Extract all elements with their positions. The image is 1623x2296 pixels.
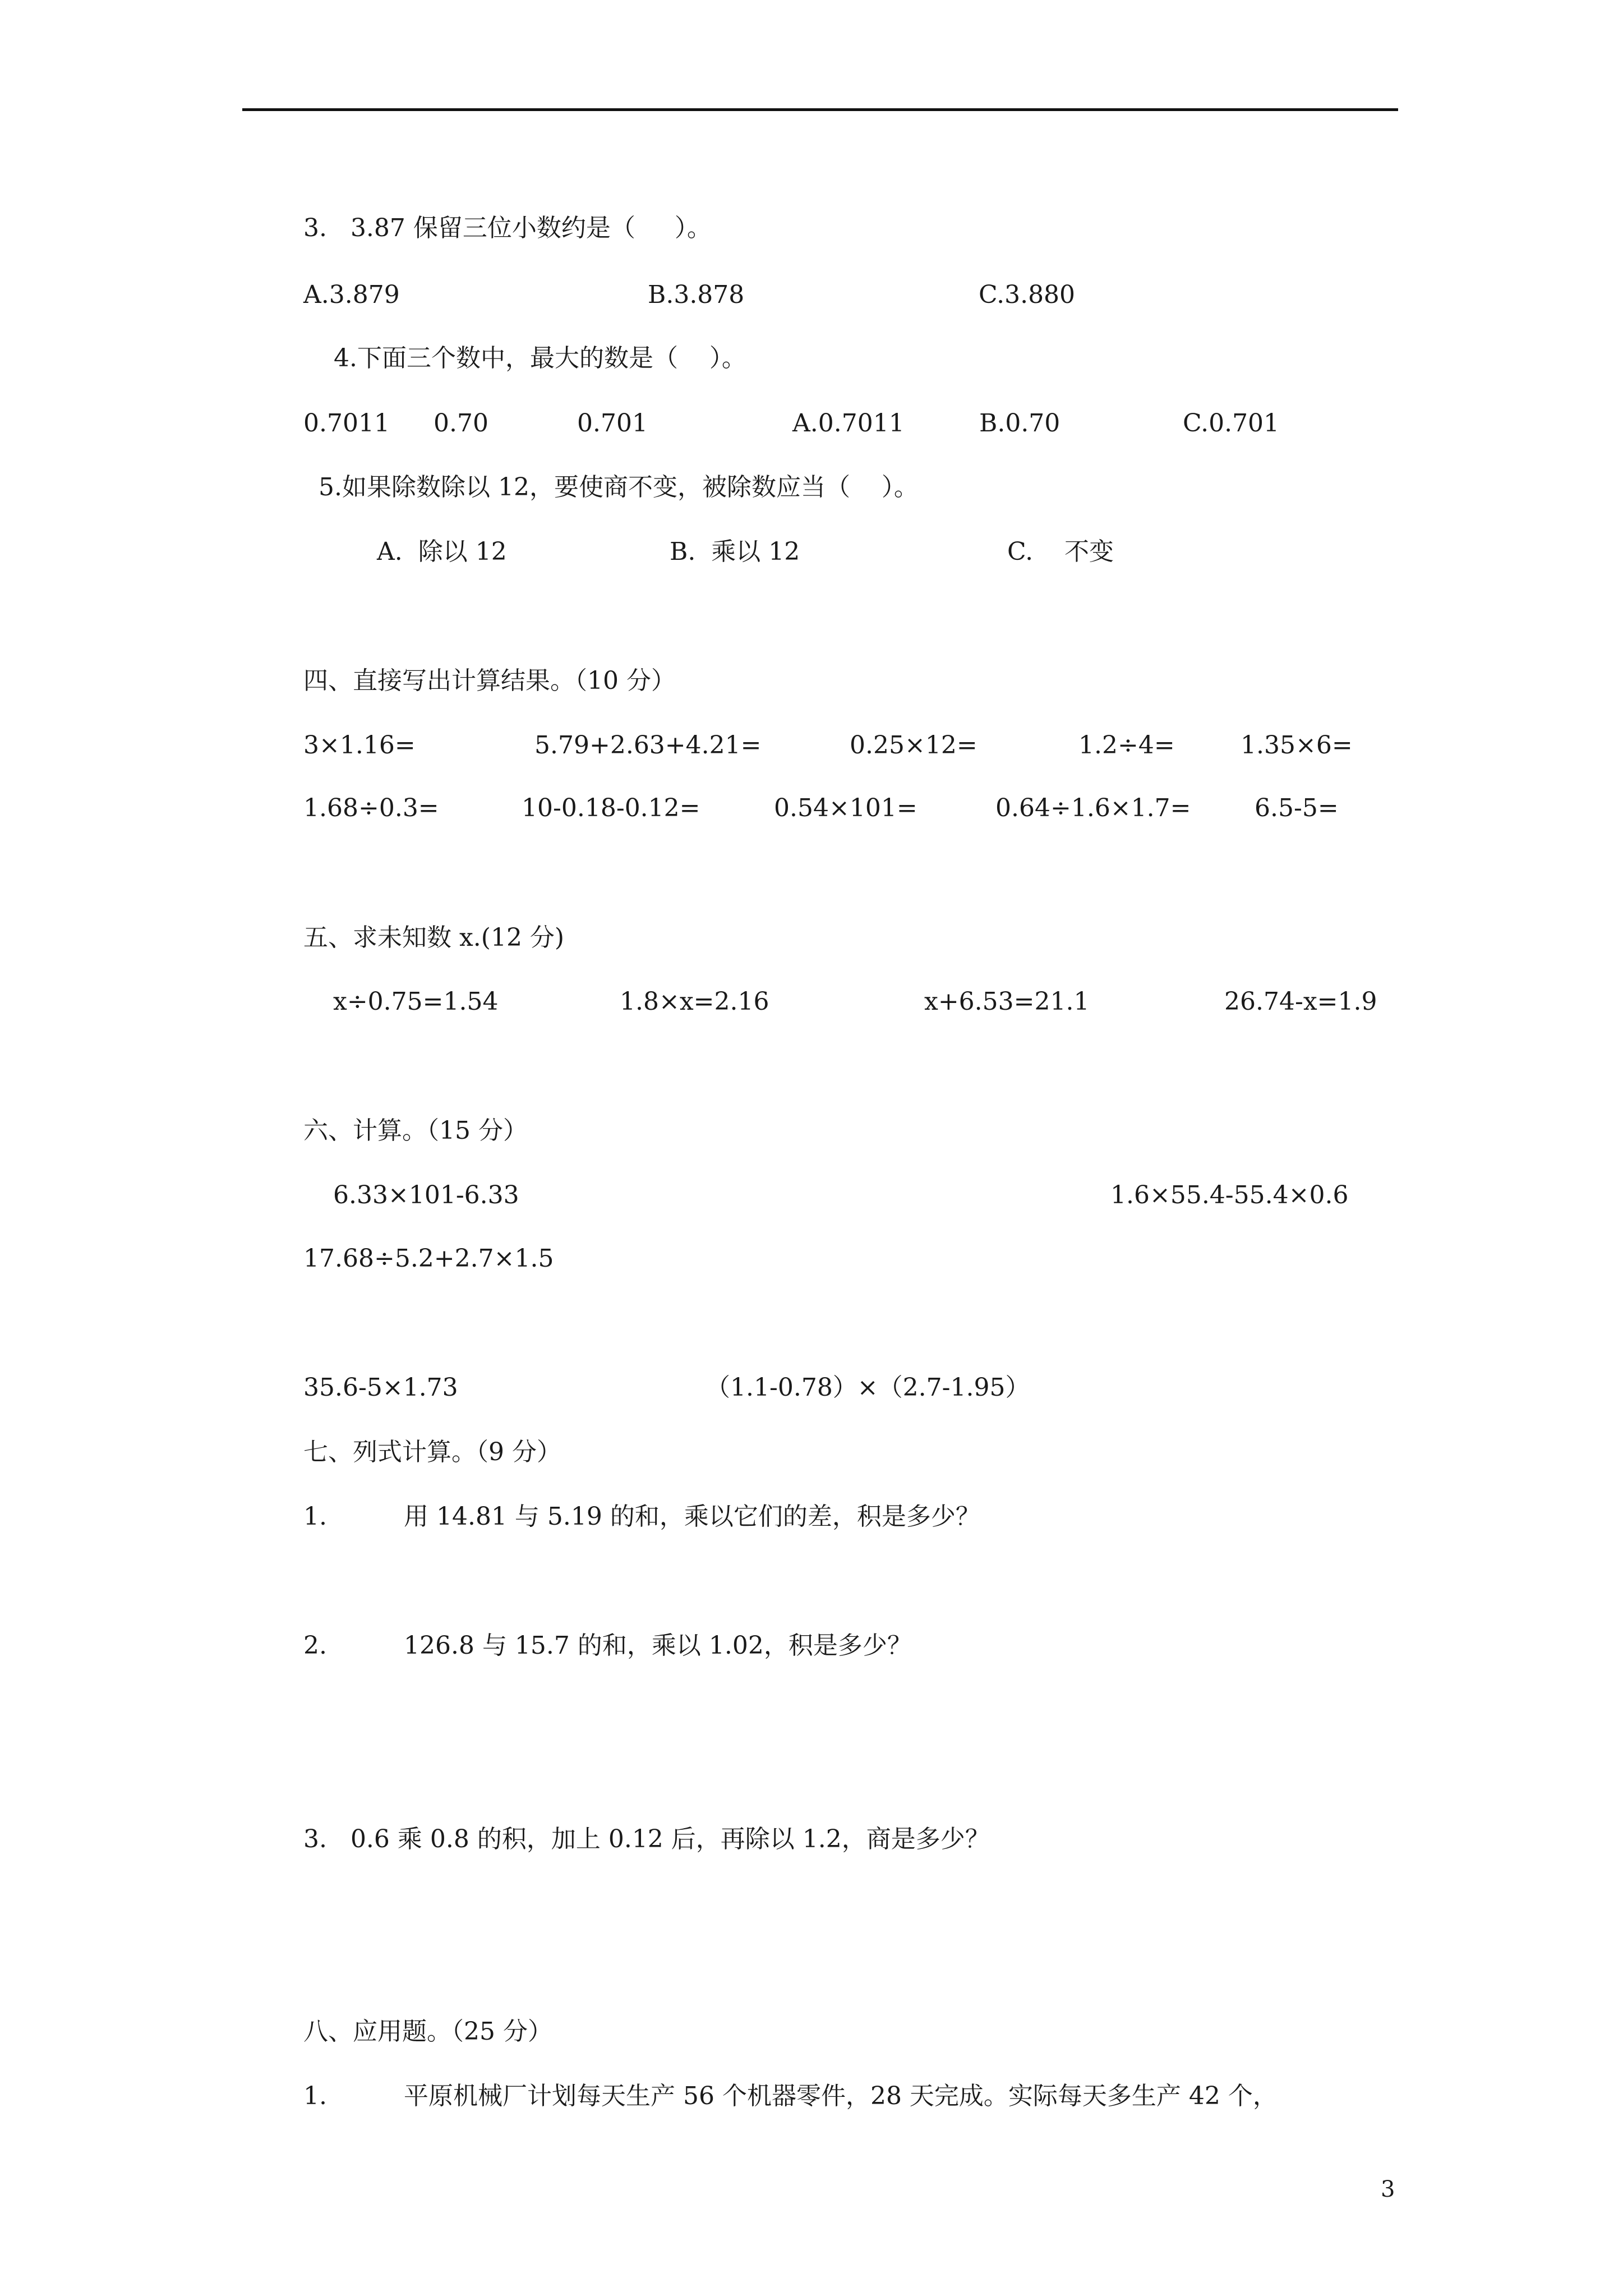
q5-option-b: B. 乘以 12 bbox=[670, 537, 800, 566]
section-4-heading: 四、直接写出计算结果。（10 分） bbox=[303, 666, 676, 695]
header-rule bbox=[242, 108, 1398, 111]
q3-option-a: A.3.879 bbox=[303, 280, 400, 309]
s8-problem: 平原机械厂计划每天生产 56 个机器零件，28 天完成。实际每天多生产 42 个， bbox=[404, 2082, 1278, 2110]
question-3-stem: 3. 3.87 保留三位小数约是（ ）。 bbox=[303, 214, 712, 242]
s4-item: 10-0.18-0.12= bbox=[522, 794, 700, 822]
s7-problem: 用 14.81 与 5.19 的和，乘以它们的差，积是多少？ bbox=[404, 1502, 980, 1531]
q4-option-b: B.0.70 bbox=[979, 409, 1061, 438]
s5-equation: x+6.53=21.1 bbox=[924, 987, 1090, 1016]
s6-expression: 6.33×101-6.33 bbox=[333, 1181, 519, 1209]
s4-item: 5.79+2.63+4.21= bbox=[534, 731, 762, 760]
q4-option-c: C.0.701 bbox=[1183, 409, 1280, 438]
question-5-stem: 5.如果除数除以 12，要使商不变，被除数应当（ ）。 bbox=[319, 473, 919, 501]
q5-option-c: C. 不变 bbox=[1007, 537, 1114, 566]
section-5-heading: 五、求未知数 x.(12 分) bbox=[303, 923, 565, 952]
s4-item: 0.64÷1.6×1.7= bbox=[995, 794, 1191, 822]
s4-item: 1.68÷0.3= bbox=[303, 794, 439, 822]
s4-item: 1.2÷4= bbox=[1078, 731, 1175, 760]
question-4-stem: 4.下面三个数中，最大的数是（ ）。 bbox=[334, 344, 746, 372]
s5-equation: 1.8×x=2.16 bbox=[620, 987, 769, 1016]
q4-option-a: A.0.7011 bbox=[792, 409, 905, 438]
s4-item: 1.35×6= bbox=[1241, 731, 1353, 760]
s4-item: 6.5-5= bbox=[1255, 794, 1339, 822]
s5-equation: 26.74-x=1.9 bbox=[1224, 987, 1377, 1016]
section-7-heading: 七、列式计算。（9 分） bbox=[303, 1438, 561, 1466]
section-6-heading: 六、计算。（15 分） bbox=[303, 1116, 528, 1145]
s4-item: 0.25×12= bbox=[850, 731, 978, 760]
s6-expression: （1.1-0.78）×（2.7-1.95） bbox=[706, 1373, 1030, 1402]
q4-number-3: 0.701 bbox=[577, 409, 648, 438]
s6-expression: 17.68÷5.2+2.7×1.5 bbox=[303, 1244, 554, 1273]
s7-problem-number: 1. bbox=[303, 1502, 327, 1531]
s6-expression: 35.6-5×1.73 bbox=[303, 1373, 458, 1402]
s4-item: 3×1.16= bbox=[303, 731, 416, 760]
q4-number-2: 0.70 bbox=[434, 409, 488, 438]
s6-expression: 1.6×55.4-55.4×0.6 bbox=[1110, 1181, 1349, 1209]
q3-option-c: C.3.880 bbox=[979, 280, 1076, 309]
s7-problem: 3. 0.6 乘 0.8 的积，加上 0.12 后，再除以 1.2，商是多少？ bbox=[303, 1825, 990, 1853]
q5-option-a: A. 除以 12 bbox=[377, 537, 507, 566]
s5-equation: x÷0.75=1.54 bbox=[333, 987, 499, 1016]
section-8-heading: 八、应用题。（25 分） bbox=[303, 2017, 552, 2046]
s7-problem: 126.8 与 15.7 的和，乘以 1.02，积是多少？ bbox=[404, 1631, 912, 1660]
s7-problem-number: 2. bbox=[303, 1631, 327, 1660]
s8-problem-number: 1. bbox=[303, 2082, 327, 2110]
s4-item: 0.54×101= bbox=[774, 794, 917, 822]
page-number: 3 bbox=[1381, 2177, 1395, 2202]
q3-option-b: B.3.878 bbox=[648, 280, 745, 309]
q4-number-1: 0.7011 bbox=[303, 409, 390, 438]
